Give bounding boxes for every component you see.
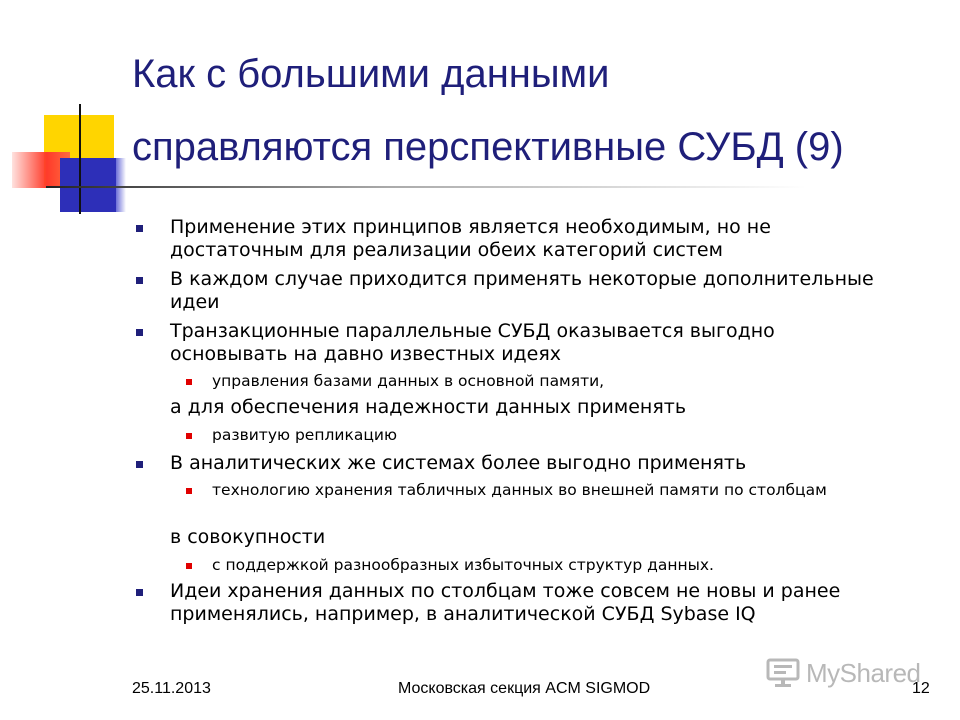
decor-blue-fade	[116, 158, 126, 212]
watermark-text: MyShared	[806, 658, 921, 688]
bullet-item	[170, 268, 890, 314]
slide-title-line-2: справляются перспективные СУБД (9)	[132, 125, 844, 169]
sub-bullet-square-icon	[186, 563, 192, 569]
decor-blue-square	[60, 158, 116, 212]
bullet-item	[170, 452, 890, 475]
sub-bullet-square-icon	[186, 433, 192, 439]
bullet-text: Применение этих принципов является необходимым, но не достаточным для реализации обеих категорий систем	[170, 216, 771, 261]
sub-bullet-item	[212, 426, 892, 445]
bullet-text: Идеи хранения данных по столбцам тоже совсем не новы и ранее применялись, например, в аналитической СУБД Sybase IQ	[170, 580, 841, 625]
bullet-item	[170, 580, 890, 626]
slide-number: 12	[912, 680, 930, 697]
sub-bullet-text: технологию хранения табличных данных во внешней памяти по столбцам	[212, 481, 827, 499]
sub-bullet-item	[212, 372, 892, 391]
bullet-square-icon	[136, 461, 143, 468]
bullet-text: В аналитических же системах более выгодно применять	[170, 452, 747, 474]
presentation-icon	[766, 658, 800, 688]
sub-bullet-text: развитую репликацию	[212, 426, 397, 444]
title-underline	[46, 186, 806, 188]
sub-bullet-item	[212, 481, 892, 500]
sub-bullet-square-icon	[186, 488, 192, 494]
bullet-square-icon	[136, 277, 143, 284]
sub-bullet-item	[212, 556, 892, 575]
sub-bullet-text: с поддержкой разнообразных избыточных структур данных.	[212, 556, 714, 574]
bullet-text: Транзакционные параллельные СУБД оказывается выгодно основывать на давно известных идеях	[170, 320, 775, 365]
bullet-item	[170, 320, 890, 366]
bullet-square-icon	[136, 225, 143, 232]
watermark-logo	[766, 656, 926, 690]
slide-title-line-1: Как с большими данными	[132, 52, 610, 96]
footer-date: 25.11.2013	[132, 680, 211, 697]
sub-bullet-square-icon	[186, 379, 192, 385]
continuation-text: в совокупности	[170, 526, 326, 548]
bullet-square-icon	[136, 329, 143, 336]
continuation-text: а для обеспечения надежности данных применять	[170, 396, 687, 418]
bullet-text: В каждом случае приходится применять некоторые дополнительные идеи	[170, 268, 874, 313]
decor-vertical-line	[79, 104, 81, 214]
footer-organization: Московская секция ACM SIGMOD	[398, 680, 651, 697]
bullet-item	[170, 216, 890, 262]
bullet-square-icon	[136, 589, 143, 596]
sub-bullet-text: управления базами данных в основной памяти,	[212, 372, 605, 390]
